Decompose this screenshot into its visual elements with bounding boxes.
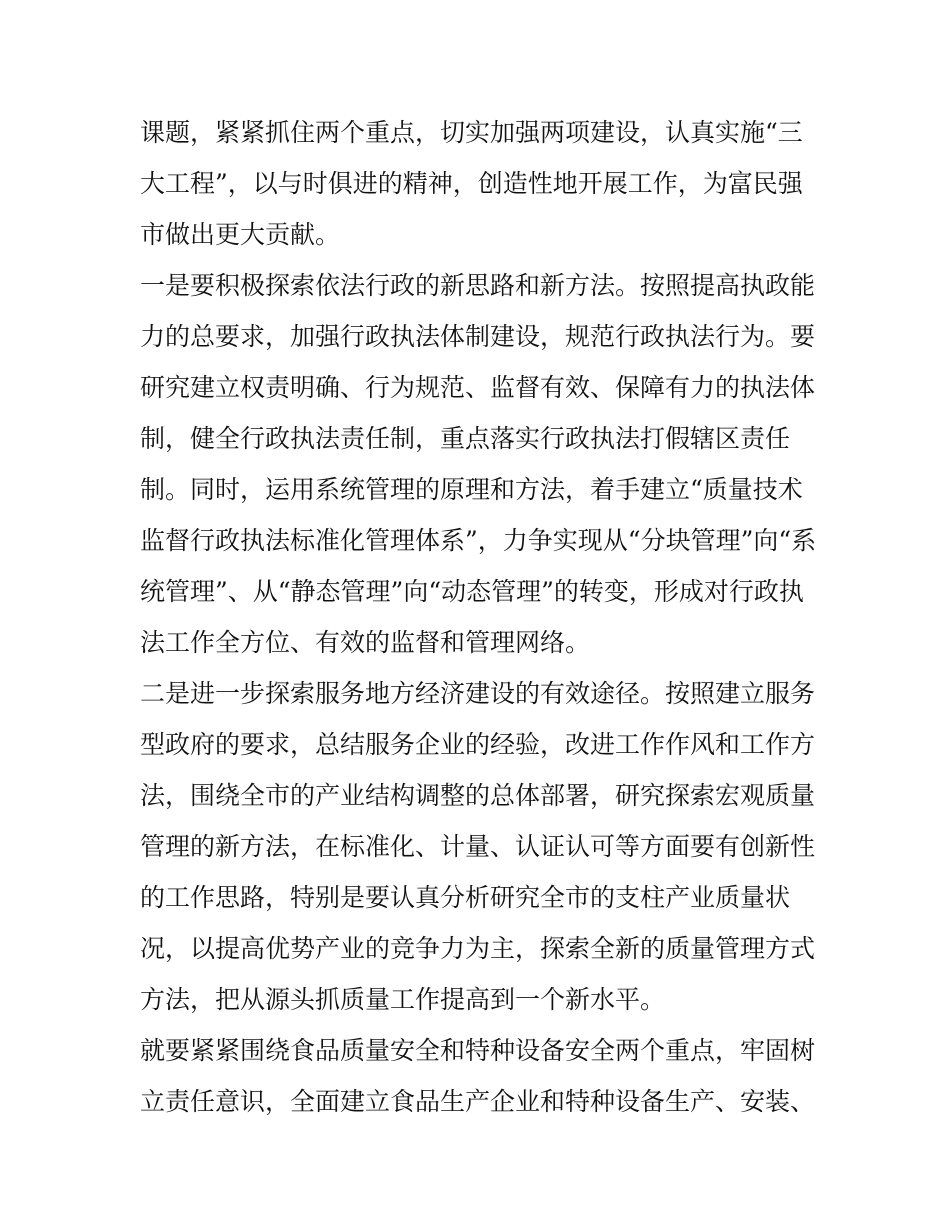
text-line: 统管理”、从“静态管理”向“动态管理”的转变，形成对行政执 — [140, 577, 804, 606]
text-line: 一是要积极探索依法行政的新思路和新方法。按照提高执政能 — [140, 271, 816, 300]
text-line: 立责任意识，全面建立食品生产企业和特种设备生产、安装、 — [140, 1087, 816, 1116]
text-line: 制，健全行政执法责任制，重点落实行政执法打假辖区责任 — [140, 424, 791, 453]
text-line: 型政府的要求，总结服务企业的经验，改进工作作风和工作方 — [140, 730, 816, 759]
text-line: 市做出更大贡献。 — [140, 220, 341, 249]
paragraph-3 — [140, 668, 820, 1025]
text-line: 力的总要求，加强行政执法体制建设，规范行政执法行为。要 — [140, 322, 816, 351]
text-line: 法，围绕全市的产业结构调整的总体部署，研究探索宏观质量 — [140, 781, 816, 810]
text-line: 课题，紧紧抓住两个重点，切实加强两项建设，认真实施“三 — [140, 118, 803, 147]
paragraph-1 — [140, 107, 820, 260]
text-line: 研究建立权责明确、行为规范、监督有效、保障有力的执法体 — [140, 373, 816, 402]
text-line: 大工程”，以与时俱进的精神，创造性地开展工作，为富民强 — [140, 169, 803, 198]
text-line: 的工作思路，特别是要认真分析研究全市的支柱产业质量状 — [140, 883, 791, 912]
text-line: 管理的新方法，在标准化、计量、认证认可等方面要有创新性 — [140, 832, 816, 861]
text-line: 方法，把从源头抓质量工作提高到一个新水平。 — [140, 985, 666, 1014]
paragraph-4 — [140, 1025, 820, 1127]
text-line: 就要紧紧围绕食品质量安全和特种设备安全两个重点，牢固树 — [140, 1036, 816, 1065]
document-body — [140, 107, 820, 1127]
text-line: 监督行政执法标准化管理体系”，力争实现从“分块管理”向“系 — [140, 526, 817, 555]
text-line: 制。同时，运用系统管理的原理和方法，着手建立“质量技术 — [140, 475, 803, 504]
paragraph-2 — [140, 260, 820, 668]
text-line: 法工作全方位、有效的监督和管理网络。 — [140, 628, 591, 657]
text-line: 况，以提高优势产业的竞争力为主，探索全新的质量管理方式 — [140, 934, 816, 963]
text-line: 二是进一步探索服务地方经济建设的有效途径。按照建立服务 — [140, 679, 816, 708]
